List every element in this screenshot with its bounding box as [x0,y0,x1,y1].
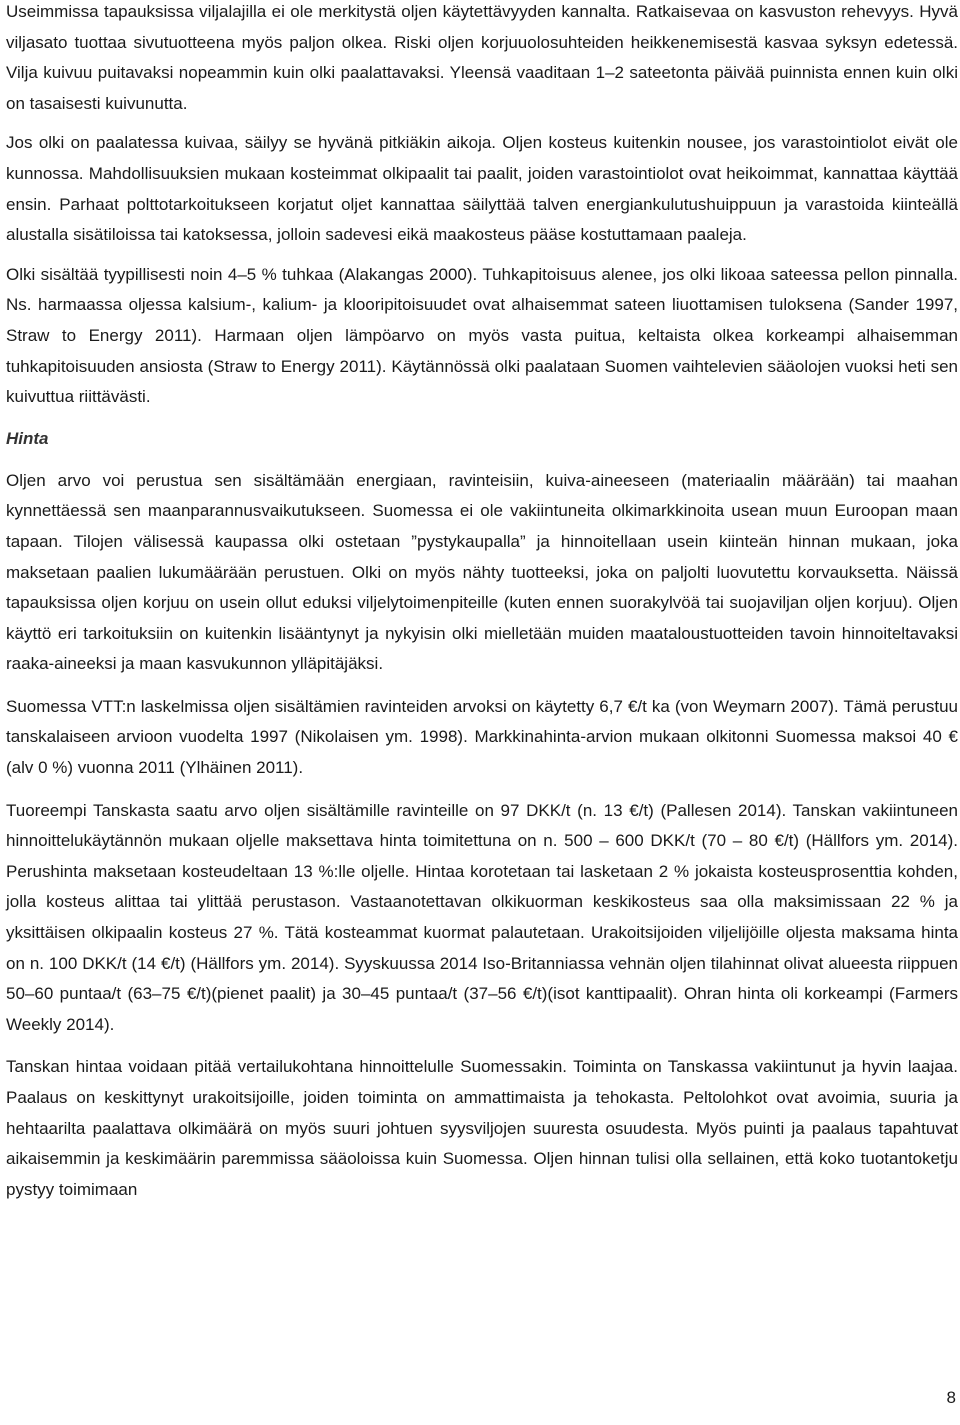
paragraph-vtt-calculations: Suomessa VTT:n laskelmissa oljen sisältämien ravinteiden arvoksi on käytetty 6,7 €/t ka (von Weymarn 2007). Tämä perustuu tanskalaiseen arvioon vuodelta 1997 (Nikolaisen ym. 1998). Markkinahinta-arvion mukaan olkitonni Suomessa maksoi 40 € (alv 0 %) vuonna 2011 (Ylhäinen 2011). [6,696,958,778]
paragraph-straw-storage: Jos olki on paalatessa kuivaa, säilyy se hyvänä pitkiäkin aikoja. Oljen kosteus kuitenkin nousee, jos varastointiolot eivät ole kunnossa. Mahdollisuuksien mukaan kosteimmat olkipaalit tai paalit, joiden varastointiolot ovat heikoimmat, kannattaa käyttää ensin. Parhaat polttotarkoitukseen korjatut oljet kannattaa säilyttää talven energiankulutushuippuun ja varastoida kiinteällä alustalla sisätiloissa tai katoksessa, jolloin sadevesi eikä maakosteus pääse kostuttamaan paaleja. [6,133,958,245]
paragraph-denmark-prices: Tuoreempi Tanskasta saatu arvo oljen sisältämille ravinteille on 97 DKK/t (n. 13 €/t) (Pallesen 2014). Tanskan vakiintuneen hinnoittelukäytännön mukaan oljelle maksettava hinta toimitettuna on n. 500 – 600 DKK/t (70 – 80 €/t) (Hällfors ym. 2014). Perushinta maksetaan kosteudeltaan 13 %:lle oljelle. Hintaa korotetaan tai lasketaan 2 % jokaista kosteusprosenttia kohden, jolla kosteus alittaa tai ylittää perustason. Vastaanotettavan olkikuorman keskikosteus saa olla maksimissaan 22 % ja yksittäisen olkipaalin kosteus 27 %. Tätä kosteammat kuormat palautetaan. Urakoitsijoiden viljelijöille oljesta maksama hinta on n. 100 DKK/t (14 €/t) (Hällfors ym. 2014). Syyskuussa 2014 Iso-Britanniassa vehnän oljen tilahinnat olivat alueesta riippuen 50–60 puntaa/t (63–75 €/t)(pienet paalit) ja 30–45 puntaa/t (37–56 €/t)(isot kanttipaalit). Ohran hinta oli korkeampi (Farmers Weekly 2014). [6,800,958,1034]
document-page [6,0,958,1205]
paragraph-straw-value: Oljen arvo voi perustua sen sisältämään energiaan, ravinteisiin, kuiva-aineeseen (materiaalin määrään) tai maahan kynnettäessä sen maanparannusvaikutukseen. Suomessa ei ole vakiintuneita olkimarkkinoita usean muun Euroopan maan tapaan. Tilojen välisessä kaupassa olki ostetaan ”pystykaupalla” ja hinnoitellaan usein kiinteän hinnan mukaan, joka maksetaan paalien lukumäärään perustuen. Olki on myös nähty tuotteeksi, joka on paljolti luovutettu korvauksetta. Näissä tapauksissa oljen korjuu on usein ollut eduksi viljelytoimenpiteille (kuten ennen suorakylvöä tai suojaviljan oljen korjuu). Oljen käyttö eri tarkoituksiin on kuitenkin lisääntynyt ja nykyisin olki mielletään muiden maataloustuotteiden tavoin hinnoiteltavaksi raaka-aineeksi ja maan kasvukunnon ylläpitäjäksi. [6,470,958,674]
paragraph-denmark-comparison: Tanskan hintaa voidaan pitää vertailukohtana hinnoittelulle Suomessakin. Toiminta on Tanskassa vakiintunut ja hyvin laajaa. Paalaus on keskittynyt urakoitsijoille, joiden toiminta on ammattimaista ja tehokasta. Peltolohkot ovat avoimia, suuria ja hehtaarilta paalattava olkimäärä on myös suuri johtuen syysviljojen suuresta osuudesta. Myös puinti ja paalaus tapahtuvat aikaisemmin ja keskimäärin paremmissa sääoloissa kuin Suomessa. Oljen hinnan tulisi olla sellainen, että koko tuotantoketju pystyy toimimaan [6,1057,958,1199]
page-number: 8 [946,1388,956,1407]
paragraph-straw-ash: Olki sisältää tyypillisesti noin 4–5 % tuhkaa (Alakangas 2000). Tuhkapitoisuus alenee, jos olki likoaa sateessa pellon pinnalla. Ns. harmaassa oljessa kalsium-, kalium- ja klooripitoisuudet ovat alhaisemmat sateen liuottamisen tuloksena (Sander 1997, Straw to Energy 2011). Harmaan oljen lämpöarvo on myös vasta puitua, keltaista olkea korkeampi alhaisemman tuhkapitoisuuden ansiosta (Straw to Energy 2011). Käytännössä olki paalataan Suomen vaihtelevien sääolojen vuoksi heti sen kuivuttua riittävästi. [6,264,958,407]
paragraph-straw-usability: Useimmissa tapauksissa viljalajilla ei ole merkitystä oljen käytettävyyden kannalta. Ratkaisevaa on kasvuston rehevyys. Hyvä viljasato tuottaa sivutuotteena myös paljon olkea. Riski oljen korjuuolosuhteiden heikkenemisestä kasvaa syksyn edetessä. Vilja kuivuu puitavaksi nopeammin kuin olki paalattavaksi. Yleensä vaaditaan 1–2 sateetonta päivää puinnista ennen kuin olki on tasaisesti kuivunutta. [6,2,958,113]
section-heading-price: Hinta [6,428,49,448]
